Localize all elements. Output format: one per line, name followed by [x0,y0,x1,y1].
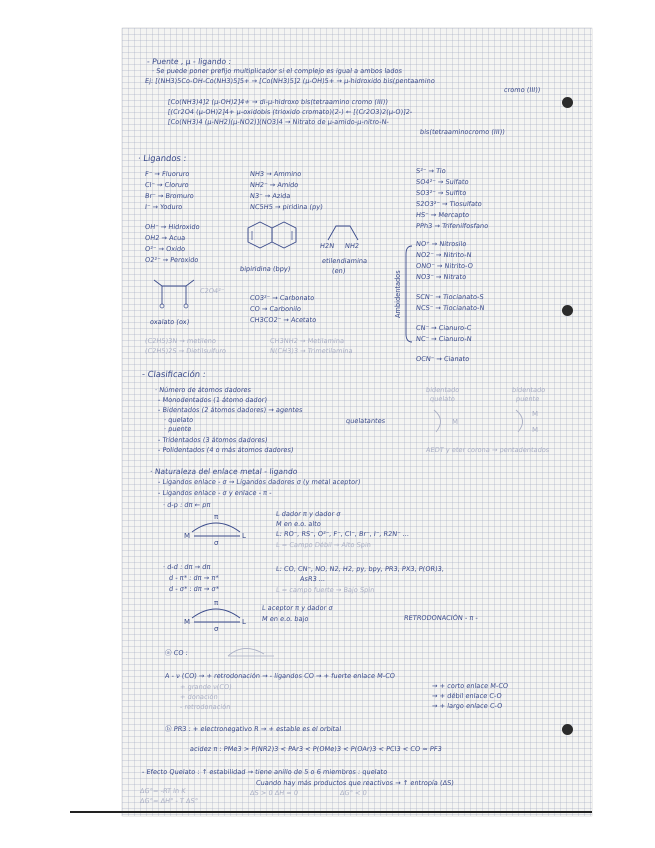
ligand-item: O²⁻ → Oxido [144,245,186,253]
oxalate-formula: C2O4²⁻ [199,287,225,295]
ligand-item: Cl⁻ → Cloruro [144,181,190,189]
faint-ligand: (C2H5)2S → Dietilsulfuro [144,347,227,355]
ligand-item: N3⁻ → Azida [249,192,291,200]
svg-text:π: π [214,599,219,607]
ligand-item: NCS⁻ → Tiocianato-N [415,304,485,312]
ambidentados-label: Ambidentados [394,270,402,318]
ambidentados-bracket [404,244,414,344]
svg-text:M: M [184,618,191,626]
campo-debil: L = Campo Débil → Alto Spin [275,541,372,549]
puente-example-2: [Co(NH3)4]2 (μ-OH)2]4+ → di-μ-hidroxo bis(tetraamino cromo (III)) [167,98,389,106]
ligand-item: NC⁻ → Cianuro-N [415,335,473,343]
ligand-item: NO3⁻ → Nitrato [415,273,467,281]
co-faint: + donación [179,693,219,701]
retrodonacion-label: RETRODONACIÓN - π - [403,614,479,622]
binder-hole [562,724,573,735]
puente-note: · Se puede poner prefijo multiplicador si el complejo es igual a ambos lados [151,67,403,75]
puente-example-1: Ej: [(NH3)5Co-OH-Co(NH3)5]5+ → [Co(NH3)5]2 (μ-OH)5+ → μ-hidroxido bis(pentaamino [144,77,436,85]
ligand-item: NH2⁻ → Amido [249,181,299,189]
clasificacion-item: - Tridentados (3 átomos dadores) [157,436,268,444]
ligand-list-2: L: CO, CN⁻, NO, N2, H2, py, bpy, PR3, PX3, P(OR)3, [275,565,445,573]
ligand-item: OCN⁻ → Cianato [415,355,470,363]
corner-note: ΔG°= ΔH° - T ΔS° [139,797,199,805]
ligand-item: SO4²⁻ → Sulfato [415,178,470,186]
ligand-item: CH3CO2⁻ → Acetato [249,316,317,324]
alto-note: M en e.o. alto [275,520,322,528]
bidentado-quelato-label: quelato [429,395,456,403]
corner-note: ΔG°= -RT ln K [139,787,186,795]
ligand-item: Br⁻ → Bromuro [144,192,195,200]
en-structure [324,222,364,242]
co-line-2: → + corto enlace M-CO [431,682,509,690]
ligand-label: L [242,532,246,540]
svg-text:M: M [532,410,539,418]
ligand-item: CO3²⁻ → Carbonato [249,294,315,302]
oxalate-label: oxalato (ox) [149,318,190,326]
edta-note: AEDT y eter corona → pentadentados [425,446,550,454]
metal-label: M [184,532,191,540]
acidez-series: acidez π : PMe3 > P(NR2)3 < PAr3 < P(OMe)3 < P(OAr)3 < PCl3 < CO ≈ PF3 [189,745,443,753]
ligand-item: PPh3 → Trifenilfosfano [415,222,489,230]
co-line-4: → + largo enlace C-O [431,702,503,710]
aceptor-note: L aceptor π y dador σ [261,604,334,612]
dador-note: L dador π y dador σ [275,510,341,518]
clasificacion-title: - Clasificación : [141,369,207,379]
co-label: ⓐ CO : [164,649,189,657]
co-faint: - retrodonación [179,703,231,711]
naturaleza-line: - Ligandos enlace - σ → Ligandos dadores σ (y metal aceptor) [157,478,361,486]
puente-heading: - Puente , μ - ligando : [146,57,232,66]
svg-text:M: M [532,426,539,434]
puente-example-4: [Co(NH3)4 (μ-NH2)(μ-NO2)](NO3)4 → Nitrato de μ-amido-μ-nitro-N- [167,118,390,126]
co-faint: + grande ν(CO) [179,683,233,691]
oxalate-structure [150,278,200,314]
co-line-3: → + débil enlace C-O [431,692,503,700]
clasificacion-item: - Polidentados (4 o más átomos dadores) [157,446,294,454]
ligand-list-2b: AsR3 ... [299,575,326,583]
ligand-item: S²⁻ → Tio [415,167,447,175]
svg-text:M: M [452,418,459,426]
binder-hole [562,305,573,316]
quelato-line-2: Cuando hay más productos que reactivos → ↑ entropía (ΔS) [255,779,455,787]
clasificacion-item: · quelato [163,416,194,424]
bipyridine-structure [238,222,306,264]
pr3-line: ⓑ PR3 : + electronegativo R → + estable es el orbital [164,725,342,733]
quelatantes-label: quelatantes [345,417,386,425]
dd-bond-diagram [182,598,252,632]
faint-ligand: CH3NH2 → Metilamina [269,337,345,345]
sigma-label: σ [214,539,219,547]
puente-example-4b: bis(tetraaminocromo (III)) [419,128,506,136]
ligand-item: F⁻ → Fluoruro [144,170,190,178]
ligand-item: NH3 → Ammino [249,170,302,178]
clasificacion-item: · puente [163,425,192,433]
ligand-item: OH⁻ → Hidroxido [144,223,201,231]
ligand-item: NO2⁻ → Nitrito-N [415,251,472,259]
ligand-item: OH2 → Acua [144,234,186,242]
svg-text:L: L [242,618,246,626]
puente-example-1b: cromo (III)) [503,86,541,94]
co-faint-sketch [224,640,284,660]
naturaleza-title: · Naturaleza del enlace metal - ligando [149,467,298,476]
puente-example-3: [(Cr2O4 (μ-OH)2]4+ μ-oxidobis (trioxido cromato)(2-) ← [(Cr2O3)2(μ-O)]2- [167,108,413,116]
ligand-item: NC5H5 → piridina (py) [249,203,324,211]
naturaleza-dp: · d-p : dπ ← pπ [162,501,211,509]
bidentado-puente-label: bidentado [511,386,546,394]
bottom-rule [70,811,592,813]
clasificacion-item: - Bidentados (2 átomos dadores) → agentes [157,406,303,414]
bidentado-puente-label: puente [515,395,540,403]
clasificacion-item: · Número de átomos dadores [154,386,252,394]
ligand-item: S2O3²⁻ → Tiosulfato [415,200,483,208]
quelato-faint: ΔS > 0 ΔH ≈ 0 [249,789,299,797]
faint-ligand: N(CH3)3 → Trimetilamina [269,347,354,355]
en-atom: H2N [319,242,335,250]
ligand-item: I⁻ → Yoduro [144,203,183,211]
quelato-faint: ΔG° < 0 [339,789,368,797]
ligand-item: O2²⁻ → Peroxido [144,256,199,264]
co-line-1: A - ν (CO) → + retrodonación → - ligandos CO → + fuerte enlace M-CO [164,672,396,680]
campo-fuerte: L = campo fuerte → Bajo Spin [275,586,375,594]
en-label: etilendiamina [321,257,368,265]
bidentado-quelato-label: bidentado [425,386,460,394]
ligand-item: ONO⁻ → Nitrito-O [415,262,474,270]
pi-label: π [214,513,219,521]
dd-line: · d-d : dπ → dπ [162,563,211,571]
ligand-item: SCN⁻ → Tiocianato-S [415,293,485,301]
ligand-item: SO3²⁻ → Sulfito [415,189,467,197]
puente-sketch [510,408,550,434]
bajo-note: M en e.o. bajo [261,615,309,623]
ligand-item: HS⁻ → Mercapto [415,211,470,219]
faint-ligand: (C2H5)3N → metileno [144,337,217,345]
svg-text:σ: σ [214,625,219,633]
dp-bond-diagram [182,512,252,546]
binder-hole [562,97,573,108]
quelato-sketch [428,408,468,434]
naturaleza-line: - Ligandos enlace - σ y enlace - π - [157,489,272,497]
clasificacion-item: - Monodentados (1 átomo dador) [157,396,268,404]
ligand-item: CO → Carbonilo [249,305,302,313]
en-atom: NH2 [344,242,360,250]
quelato-line-1: - Efecto Quelato : ↑ estabilidad → tiene anillo de 5 o 6 miembros : quelato [141,768,388,776]
dsigma-line: d - σ* : dπ → σ* [168,585,220,593]
ligand-list-1: L: RO⁻, RS⁻, O²⁻, F⁻, Cl⁻, Br⁻, I⁻, R2N⁻ ... [275,530,410,538]
dpi-line: d - π* : dπ → π* [168,574,219,582]
ligand-item: CN⁻ → Cianuro-C [415,324,472,332]
bipyridine-label: bipiridina (bpy) [239,265,291,273]
en-abbr: (en) [331,267,346,275]
ligandos-title: · Ligandos : [137,153,187,163]
ligand-item: NO⁺ → Nitrosilo [415,240,467,248]
